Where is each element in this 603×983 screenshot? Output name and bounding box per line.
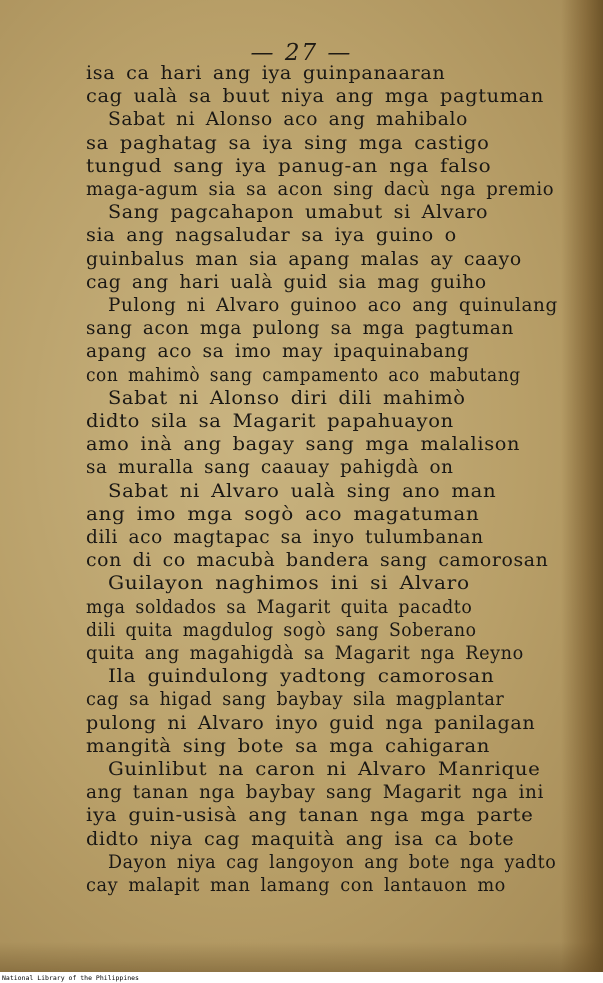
page-edge-shadow-bottom <box>0 942 603 972</box>
text-line: guinbalus man sia apang malas ay caayo <box>86 248 522 270</box>
library-credit: National Library of the Philippines <box>2 974 139 982</box>
text-line: Guinlibut na caron ni Alvaro Manrique <box>108 759 541 780</box>
text-line: cay malapit man lamang con lantauon mo <box>86 875 506 896</box>
text-line: didto sila sa Magarit papahuayon <box>86 411 454 432</box>
text-line: Sang pagcahapon umabut si Alvaro <box>108 202 489 224</box>
text-line: cag ang hari ualà guid sia mag guiho <box>86 271 487 293</box>
text-line: pulong ni Alvaro inyo guid nga panilagan <box>86 712 536 734</box>
text-line: Dayon niya cag langoyon ang bote nga yadto <box>108 851 557 873</box>
text-line: dili quita magdulog sogò sang Soberano <box>86 619 477 641</box>
text-line: cag ualà sa buut niya ang mga pagtuman <box>86 86 544 108</box>
text-line: con di co macubà bandera sang camorosan <box>86 550 549 572</box>
text-line: con mahimò sang campamento aco mabutang <box>86 364 521 386</box>
text-line: ang tanan nga baybay sang Magarit nga ini <box>86 782 544 804</box>
text-line: iya guin-usisà ang tanan nga mga parte <box>86 805 534 827</box>
text-line: tungud sang iya panug-an nga falso <box>86 155 492 177</box>
page-number: — 27 — <box>250 40 353 66</box>
text-line: quita ang magahigdà sa Magarit nga Reyno <box>86 643 524 664</box>
text-line: didto niya cag maquità ang isa ca bote <box>86 828 515 850</box>
text-line: amo inà ang bagay sang mga malalison <box>86 434 521 456</box>
text-line: mangità sing bote sa mga cahigaran <box>86 735 491 757</box>
text-line: Sabat ni Alonso aco ang mahibalo <box>108 109 468 131</box>
text-line: sia ang nagsaludar sa iya guino o <box>86 225 457 247</box>
text-line: sang acon mga pulong sa mga pagtuman <box>86 318 514 340</box>
page-edge-shadow-right <box>561 0 603 972</box>
text-line: Pulong ni Alvaro guinoo aco ang quinulang <box>108 295 558 316</box>
text-line: isa ca hari ang iya guinpanaaran <box>86 63 446 84</box>
text-line: Sabat ni Alonso diri dili mahimò <box>108 387 466 409</box>
text-line: dili aco magtapac sa inyo tulumbanan <box>86 527 484 548</box>
text-line: cag sa higad sang baybay sila magplantar <box>86 689 505 711</box>
text-line: sa muralla sang caauay pahigdà on <box>86 457 454 479</box>
text-line: Guilayon naghimos ini si Alvaro <box>108 573 470 595</box>
text-line: Sabat ni Alvaro ualà sing ano man <box>108 480 497 502</box>
text-line: ang imo mga sogò aco magatuman <box>86 503 480 525</box>
text-line: mga soldados sa Magarit quita pacadto <box>86 596 473 618</box>
text-line: apang aco sa imo may ipaquinabang <box>86 341 470 363</box>
text-line: maga-agum sia sa acon sing dacù nga premio <box>86 179 555 200</box>
text-line: sa paghatag sa iya sing mga castigo <box>86 132 490 154</box>
text-line: Ila guindulong yadtong camorosan <box>108 666 495 688</box>
